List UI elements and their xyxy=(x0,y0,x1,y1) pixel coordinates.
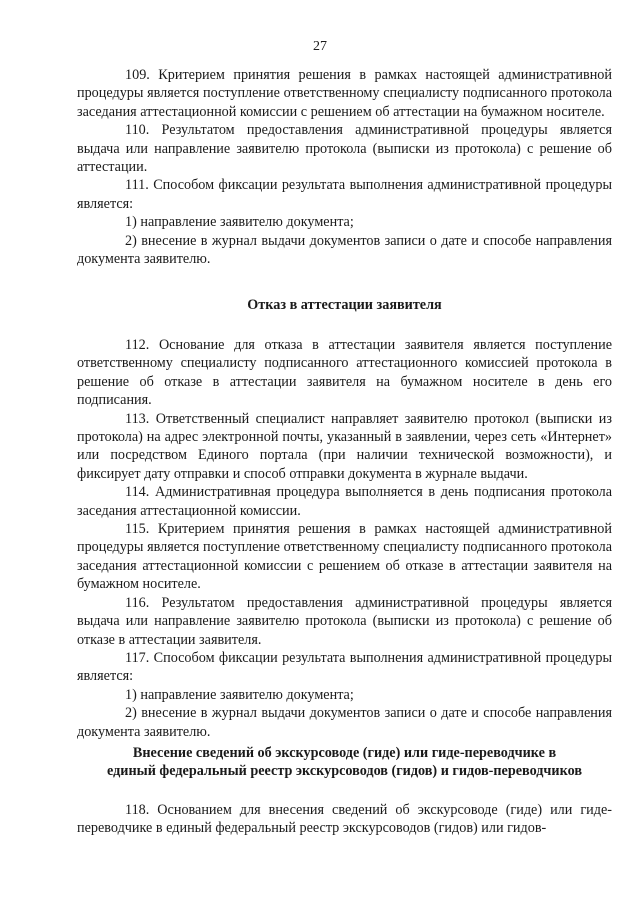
page-number: 27 xyxy=(313,39,327,54)
paragraph-111: 111. Способом фиксации результата выполнения административной процедуры является: xyxy=(77,177,612,212)
paragraph-118: 118. Основанием для внесения сведений об экскурсоводе (гиде) или гиде-переводчике в единый федеральный реестр экскурсоводов (гидов) или гидов- xyxy=(77,802,612,837)
section-heading-refusal: Отказ в аттестации заявителя xyxy=(247,297,442,313)
heading-line-2: единый федеральный реестр экскурсоводов (гидов) и гидов-переводчиков xyxy=(106,763,582,780)
section-refusal xyxy=(77,336,612,741)
list-item-2: 2) внесение в журнал выдачи документов записи о дате и способе направления документа заявителю. xyxy=(77,705,612,740)
section-registry xyxy=(77,801,612,838)
paragraph-117: 117. Способом фиксации результата выполнения административной процедуры является: xyxy=(77,649,612,685)
paragraph-110: 110. Результатом предоставления административной процедуры является выдача или направление заявителю протокола (выписки из протокола) с решение об аттестации. xyxy=(77,122,612,176)
list-item-1: 1) направление заявителю документа; xyxy=(125,686,354,703)
paragraph-115: 115. Критерием принятия решения в рамках настоящей административной процедуры является поступление ответственному специалисту подписанного протокола заседания аттестационной комиссии с решением об отказе в аттестации заявителя на бумажном носителе. xyxy=(77,521,612,593)
paragraph-116: 116. Результатом предоставления административной процедуры является выдача или направление заявителю протокола (выписки из протокола) с решение об отказе в аттестации заявителя. xyxy=(77,594,612,648)
section-heading-registry xyxy=(77,744,612,781)
paragraph-113: 113. Ответственный специалист направляет заявителю протокол (выписки из протокола) на адрес электронной почты, указанный в заявлении, через сеть «Интернет» или посредством Единого портала (при наличии технической возможности), и фиксирует дату отправки и способ отправки документа в журнале выдачи. xyxy=(77,410,612,482)
section-attestation-result xyxy=(77,66,612,268)
paragraph-112: 112. Основание для отказа в аттестации заявителя является поступление ответственному специалисту подписанного аттестационного комиссией протокола в решение об отказе в аттестации заявителя на бумажном носителе в день его подписания. xyxy=(77,337,612,409)
paragraph-109: 109. Критерием принятия решения в рамках настоящей административной процедуры является поступление ответственному специалисту подписанного протокола заседания аттестационной комиссии с решением об аттестации на бумажном носителе. xyxy=(77,67,612,120)
paragraph-114: 114. Административная процедура выполняется в день подписания протокола заседания аттестационной комиссии. xyxy=(77,484,612,519)
list-item-1: 1) направление заявителю документа; xyxy=(125,214,354,231)
list-item-2: 2) внесение в журнал выдачи документов записи о дате и способе направления документа заявителю. xyxy=(77,232,612,268)
heading-line-1: Внесение сведений об экскурсоводе (гиде) или гиде-переводчике в xyxy=(132,745,557,761)
